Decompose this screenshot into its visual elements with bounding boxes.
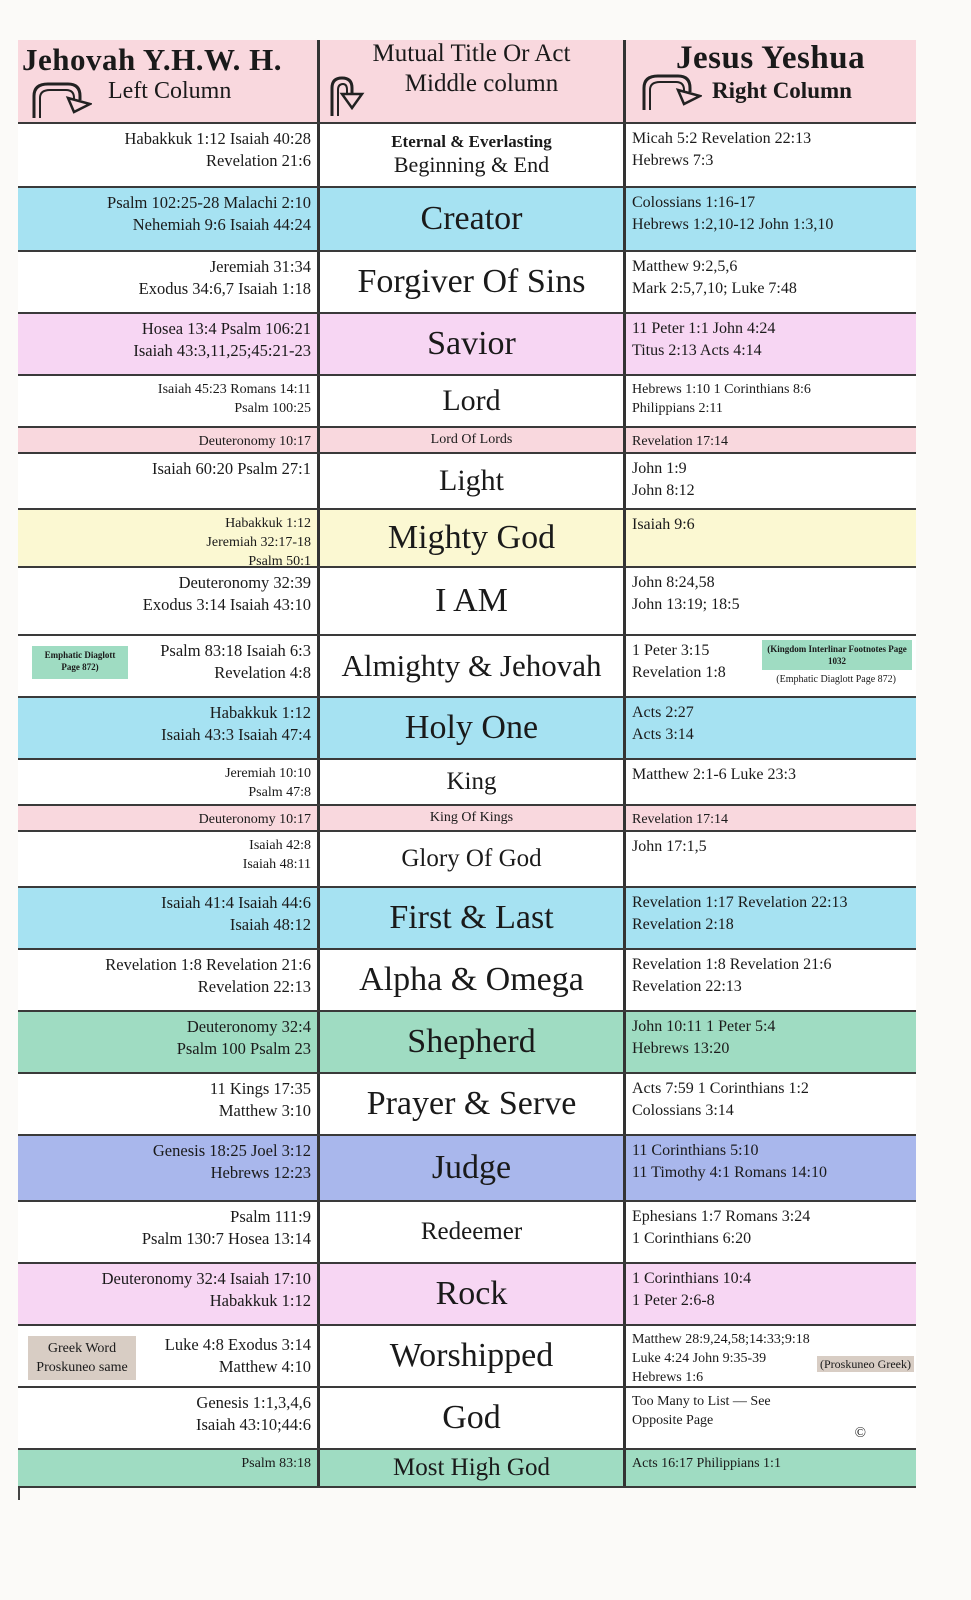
table-row xyxy=(18,1264,916,1326)
shared-title: King Of Kings xyxy=(429,809,514,825)
right-refs xyxy=(632,764,912,786)
scripture-ref: Ephesians 1:7 Romans 3:24 xyxy=(632,1208,811,1225)
title-cell xyxy=(320,376,626,426)
left-refs xyxy=(24,572,311,616)
scripture-ref: Psalm 100:25 xyxy=(234,401,311,416)
header-middle xyxy=(320,40,626,122)
scripture-ref: Acts 16:17 Philippians 1:1 xyxy=(632,1456,781,1471)
scripture-ref: Isaiah 9:6 xyxy=(632,516,695,533)
scripture-ref: Revelation 1:8 Revelation 21:6 xyxy=(632,956,832,973)
left-refs xyxy=(24,432,311,451)
scripture-ref: Isaiah 48:11 xyxy=(242,857,311,872)
scripture-ref: Psalm 130:7 Hosea 13:14 xyxy=(141,1229,311,1248)
header-right-title: Jesus Yeshua xyxy=(676,40,866,76)
right-refs xyxy=(632,458,912,502)
table-row xyxy=(18,950,916,1012)
title-line-1: Eternal & Everlasting xyxy=(391,132,552,151)
scripture-ref: 11 Kings 17:35 xyxy=(209,1079,311,1098)
scripture-ref: 11 Corinthians 5:10 xyxy=(632,1142,759,1159)
title-cell xyxy=(320,124,626,186)
table-row xyxy=(18,428,916,454)
table-row xyxy=(18,1202,916,1264)
scripture-ref: Too Many to List — See xyxy=(632,1394,771,1409)
right-column-cell xyxy=(626,1326,916,1386)
title-cell xyxy=(320,428,626,452)
scripture-ref: Revelation 1:8 Revelation 21:6 xyxy=(105,955,311,974)
title-cell xyxy=(320,760,626,804)
left-refs xyxy=(24,1078,311,1122)
curved-arrow-icon xyxy=(640,72,702,112)
left-column-cell xyxy=(18,428,320,452)
shared-title: First & Last xyxy=(389,899,554,937)
right-column-cell xyxy=(626,1074,916,1134)
scripture-ref: Hebrews 13:20 xyxy=(632,1040,730,1057)
table-row xyxy=(18,188,916,252)
left-column-cell xyxy=(18,950,320,1010)
right-refs xyxy=(632,1016,912,1060)
scripture-ref: Deuteronomy 10:17 xyxy=(198,434,311,449)
header-middle-title: Mutual Title Or Act xyxy=(372,40,571,67)
left-column-cell xyxy=(18,568,320,634)
right-column-cell xyxy=(626,1264,916,1324)
header-left-title: Jehovah Y.H.W. H. xyxy=(22,42,283,77)
title-cell xyxy=(320,454,626,508)
left-column-cell xyxy=(18,1326,320,1386)
scripture-ref: John 8:24,58 xyxy=(632,574,715,591)
scripture-ref: Revelation 4:8 xyxy=(214,663,311,682)
right-refs xyxy=(632,256,912,300)
right-column-cell xyxy=(626,1388,916,1448)
right-refs xyxy=(632,1206,912,1250)
shared-title: Most High God xyxy=(393,1453,550,1481)
title-cell xyxy=(320,510,626,566)
right-column-cell xyxy=(626,636,916,696)
title-cell xyxy=(320,636,626,696)
right-refs xyxy=(632,318,912,362)
scripture-ref: Titus 2:13 Acts 4:14 xyxy=(632,342,762,359)
title-cell xyxy=(320,314,626,374)
scripture-ref: Isaiah 60:20 Psalm 27:1 xyxy=(151,459,311,478)
left-column-cell xyxy=(18,1074,320,1134)
scripture-ref: Deuteronomy 32:4 Isaiah 17:10 xyxy=(101,1269,311,1288)
shared-title: I AM xyxy=(435,582,508,620)
left-column-cell xyxy=(18,188,320,250)
title-cell xyxy=(320,1074,626,1134)
right-refs xyxy=(632,954,912,998)
scripture-ref: Psalm 83:18 Isaiah 6:3 xyxy=(160,641,311,660)
left-refs xyxy=(24,458,311,480)
scripture-ref: Matthew 2:1-6 Luke 23:3 xyxy=(632,766,796,783)
left-refs xyxy=(24,892,311,936)
scripture-ref: Revelation 21:6 xyxy=(206,151,311,170)
scripture-ref: Habakkuk 1:12 Isaiah 40:28 xyxy=(124,129,311,148)
title-cell xyxy=(320,1388,626,1448)
table-row xyxy=(18,314,916,376)
scripture-ref: Hebrews 12:23 xyxy=(210,1163,311,1182)
scripture-ref: Isaiah 48:12 xyxy=(229,915,311,934)
table-row xyxy=(18,1012,916,1074)
shared-title: Holy One xyxy=(404,709,539,747)
left-column-cell xyxy=(18,454,320,508)
right-column-cell xyxy=(626,252,916,312)
scripture-ref: Habakkuk 1:12 xyxy=(225,516,311,531)
title-cell xyxy=(320,698,626,758)
right-refs xyxy=(632,1392,912,1430)
title-line-2: Beginning & End xyxy=(393,152,550,177)
scripture-ref: Revelation 17:14 xyxy=(632,434,729,449)
right-column-cell xyxy=(626,1450,916,1486)
shared-title: Savior xyxy=(427,325,516,363)
right-column-cell xyxy=(626,1012,916,1072)
header-right-sub: Right Column xyxy=(712,78,852,103)
table-row xyxy=(18,698,916,760)
right-column-cell xyxy=(626,1202,916,1262)
left-refs xyxy=(24,128,311,172)
scripture-ref: Psalm 111:9 xyxy=(230,1207,311,1226)
left-note: Greek Word Proskuneo same xyxy=(28,1336,136,1380)
scripture-ref: Hosea 13:4 Psalm 106:21 xyxy=(141,319,311,338)
right-refs xyxy=(632,1454,912,1473)
title-cell xyxy=(320,188,626,250)
scripture-ref: Luke 4:8 Exodus 3:14 xyxy=(164,1335,311,1354)
curved-arrow-icon xyxy=(30,80,92,120)
scripture-ref: Matthew 28:9,24,58;14:33;9:18 xyxy=(632,1332,810,1347)
left-column-cell xyxy=(18,1264,320,1324)
scripture-ref: 1 Corinthians 10:4 xyxy=(632,1270,752,1287)
shared-title: Rock xyxy=(435,1275,508,1313)
scripture-ref: Acts 3:14 xyxy=(632,726,694,743)
table-row xyxy=(18,1326,916,1388)
title-cell xyxy=(320,806,626,830)
table-row xyxy=(18,636,916,698)
scripture-ref: Exodus 34:6,7 Isaiah 1:18 xyxy=(138,279,311,298)
scripture-ref: Isaiah 41:4 Isaiah 44:6 xyxy=(161,893,311,912)
shared-title: Worshipped xyxy=(389,1337,554,1375)
right-refs xyxy=(632,192,912,236)
right-column-cell xyxy=(626,760,916,804)
shared-title: Light xyxy=(439,464,504,498)
title-cell xyxy=(320,832,626,886)
shared-title: King xyxy=(446,767,497,795)
scripture-ref: John 10:11 1 Peter 5:4 xyxy=(632,1018,776,1035)
shared-title: Mighty God xyxy=(387,519,556,557)
right-column-cell xyxy=(626,454,916,508)
scripture-ref: Psalm 50:1 xyxy=(248,554,311,566)
title-cell xyxy=(320,1202,626,1262)
right-refs xyxy=(632,702,912,746)
scripture-ref: Jeremiah 31:34 xyxy=(209,257,311,276)
right-refs xyxy=(632,810,912,829)
left-column-cell xyxy=(18,1136,320,1200)
title-block xyxy=(391,132,552,178)
table-row xyxy=(18,760,916,806)
table-row xyxy=(18,1388,916,1450)
scripture-ref: John 17:1,5 xyxy=(632,838,707,855)
scripture-ref: Psalm 47:8 xyxy=(248,785,311,800)
scripture-ref: Matthew 3:10 xyxy=(218,1101,311,1120)
left-refs xyxy=(24,810,311,829)
left-column-cell xyxy=(18,376,320,426)
right-column-cell xyxy=(626,314,916,374)
left-column-cell xyxy=(18,1202,320,1262)
scripture-ref: Nehemiah 9:6 Isaiah 44:24 xyxy=(132,215,311,234)
right-column-cell xyxy=(626,950,916,1010)
right-column-cell xyxy=(626,188,916,250)
scripture-ref: Hebrews 1:2,10-12 John 1:3,10 xyxy=(632,216,834,233)
title-cell xyxy=(320,1136,626,1200)
right-refs xyxy=(632,1140,912,1184)
scripture-ref: Genesis 18:25 Joel 3:12 xyxy=(152,1141,311,1160)
left-column-cell xyxy=(18,832,320,886)
scripture-ref: Hebrews 1:10 1 Corinthians 8:6 xyxy=(632,382,811,397)
scripture-ref: Deuteronomy 32:39 xyxy=(178,573,311,592)
table-row xyxy=(18,454,916,510)
shared-title: Judge xyxy=(431,1149,512,1187)
table-row xyxy=(18,888,916,950)
right-refs xyxy=(632,1078,912,1122)
left-column-cell xyxy=(18,252,320,312)
scripture-ref: Isaiah 45:23 Romans 14:11 xyxy=(157,382,311,397)
scripture-ref: 11 Peter 1:1 John 4:24 xyxy=(632,320,776,337)
title-cell xyxy=(320,1450,626,1486)
shared-title: Alpha & Omega xyxy=(359,961,584,999)
left-note: Emphatic Diaglott Page 872) xyxy=(32,646,128,679)
title-cell xyxy=(320,950,626,1010)
title-cell xyxy=(320,1264,626,1324)
scripture-ref: Isaiah 43:3,11,25;45:21-23 xyxy=(133,341,311,360)
table-row xyxy=(18,376,916,428)
left-column-cell xyxy=(18,124,320,186)
left-refs xyxy=(24,836,311,874)
scripture-ref: Habakkuk 1:12 xyxy=(209,1291,311,1310)
right-column-cell xyxy=(626,568,916,634)
shared-title: Creator xyxy=(420,200,523,238)
left-refs xyxy=(24,1454,311,1473)
table-row xyxy=(18,124,916,188)
table-row xyxy=(18,1074,916,1136)
scripture-ref: Revelation 1:17 Revelation 22:13 xyxy=(632,894,848,911)
title-cell xyxy=(320,1326,626,1386)
scripture-ref: 1 Peter 3:15 xyxy=(632,642,710,659)
scripture-ref: Exodus 3:14 Isaiah 43:10 xyxy=(142,595,311,614)
table-row xyxy=(18,1450,916,1488)
table-row xyxy=(18,832,916,888)
table-row xyxy=(18,510,916,568)
left-refs xyxy=(24,256,311,300)
right-refs xyxy=(632,572,912,616)
right-column-cell xyxy=(626,376,916,426)
scripture-ref: John 8:12 xyxy=(632,482,695,499)
title-cell xyxy=(320,1012,626,1072)
scripture-ref: Revelation 22:13 xyxy=(197,977,311,996)
scripture-ref: Matthew 4:10 xyxy=(218,1357,311,1376)
scripture-ref: Mark 2:5,7,10; Luke 7:48 xyxy=(632,280,797,297)
left-refs xyxy=(24,1016,311,1060)
left-refs xyxy=(24,954,311,998)
scripture-ref: Psalm 83:18 xyxy=(241,1456,311,1471)
right-refs xyxy=(632,380,912,418)
scripture-ref: Revelation 2:18 xyxy=(632,916,734,933)
right-column-cell xyxy=(626,124,916,186)
right-refs xyxy=(632,836,912,858)
scripture-ref: Isaiah 43:10;44:6 xyxy=(195,1415,311,1434)
scripture-ref: Revelation 22:13 xyxy=(632,978,742,995)
right-column-cell xyxy=(626,510,916,566)
left-column-cell xyxy=(18,888,320,948)
title-cell xyxy=(320,568,626,634)
right-column-cell xyxy=(626,888,916,948)
scripture-ref: John 1:9 xyxy=(632,460,687,477)
left-refs xyxy=(24,514,311,566)
scripture-ref: 1 Peter 2:6-8 xyxy=(632,1292,715,1309)
scripture-ref: Micah 5:2 Revelation 22:13 xyxy=(632,130,812,147)
right-note: (Kingdom Interlinar Footnotes Page 1032 xyxy=(762,640,912,670)
scripture-ref: Isaiah 42:8 xyxy=(249,838,311,853)
left-refs xyxy=(24,192,311,236)
scripture-ref: Habakkuk 1:12 xyxy=(209,703,311,722)
scripture-ref: Revelation 17:14 xyxy=(632,812,729,827)
scripture-ref: Deuteronomy 32:4 xyxy=(186,1017,311,1036)
table-row xyxy=(18,252,916,314)
right-note: (Proskuneo Greek) xyxy=(817,1356,914,1372)
copyright-icon: © xyxy=(854,1425,866,1441)
scripture-ref: 11 Timothy 4:1 Romans 14:10 xyxy=(632,1164,827,1181)
left-column-cell xyxy=(18,636,320,696)
scripture-ref: Genesis 1:1,3,4,6 xyxy=(196,1393,311,1412)
scripture-ref: 1 Corinthians 6:20 xyxy=(632,1230,752,1247)
scripture-ref: John 13:19; 18:5 xyxy=(632,596,740,613)
scripture-ref: Acts 2:27 xyxy=(632,704,694,721)
right-note-secondary: (Emphatic Diaglott Page 872) xyxy=(776,674,896,685)
scripture-ref: Revelation 1:8 xyxy=(632,664,726,681)
left-column-cell xyxy=(18,698,320,758)
shared-title: Lord Of Lords xyxy=(430,431,513,447)
shared-title: Redeemer xyxy=(420,1217,523,1245)
left-column-cell xyxy=(18,760,320,804)
left-refs xyxy=(24,764,311,802)
right-column-cell xyxy=(626,832,916,886)
left-column-cell xyxy=(18,1450,320,1486)
scripture-ref: Luke 4:24 John 9:35-39 xyxy=(632,1351,767,1366)
right-refs xyxy=(632,892,912,936)
scripture-ref: Psalm 100 Psalm 23 xyxy=(176,1039,311,1058)
scripture-ref: Psalm 102:25-28 Malachi 2:10 xyxy=(107,193,311,212)
left-refs xyxy=(24,318,311,362)
table-row xyxy=(18,568,916,636)
right-refs xyxy=(632,514,912,536)
table-row xyxy=(18,1136,916,1202)
scripture-ref: Deuteronomy 10:17 xyxy=(198,812,311,827)
shared-title: Lord xyxy=(442,384,501,418)
left-refs xyxy=(24,702,311,746)
title-cell xyxy=(320,888,626,948)
title-cell xyxy=(320,252,626,312)
scripture-ref: Jeremiah 10:10 xyxy=(225,766,311,781)
header-row xyxy=(18,40,916,124)
right-refs xyxy=(632,432,912,451)
shared-title: Almighty & Jehovah xyxy=(341,647,602,683)
shared-title: Forgiver Of Sins xyxy=(357,263,586,301)
scripture-ref: Colossians 3:14 xyxy=(632,1102,734,1119)
right-column-cell xyxy=(626,698,916,758)
right-column-cell xyxy=(626,1136,916,1200)
left-refs xyxy=(24,1268,311,1312)
table-row xyxy=(18,806,916,832)
left-column-cell xyxy=(18,806,320,830)
scripture-ref: Colossians 1:16-17 xyxy=(632,194,756,211)
scripture-ref: Jeremiah 32:17-18 xyxy=(206,535,311,550)
shared-title: Prayer & Serve xyxy=(366,1085,577,1123)
header-middle-sub: Middle column xyxy=(404,70,559,97)
scripture-ref: Philippians 2:11 xyxy=(632,401,723,416)
scripture-ref: Hebrews 7:3 xyxy=(632,152,714,169)
shared-title: Glory Of God xyxy=(401,844,542,872)
header-left xyxy=(18,40,320,122)
header-right xyxy=(626,40,916,122)
right-column-cell xyxy=(626,806,916,830)
shared-title: Shepherd xyxy=(407,1023,536,1061)
scripture-ref: Isaiah 43:3 Isaiah 47:4 xyxy=(161,725,311,744)
scripture-ref: Acts 7:59 1 Corinthians 1:2 xyxy=(632,1080,809,1097)
left-refs xyxy=(24,380,311,418)
right-refs xyxy=(632,1268,912,1312)
left-column-cell xyxy=(18,1012,320,1072)
shared-title: God xyxy=(442,1399,501,1437)
left-refs xyxy=(24,1206,311,1250)
left-refs xyxy=(24,1140,311,1184)
right-column-cell xyxy=(626,428,916,452)
left-column-cell xyxy=(18,314,320,374)
left-column-cell xyxy=(18,1388,320,1448)
header-left-sub: Left Column xyxy=(108,78,232,104)
left-column-cell xyxy=(18,510,320,566)
right-refs xyxy=(632,128,912,172)
scripture-ref: Matthew 9:2,5,6 xyxy=(632,258,738,275)
left-refs xyxy=(24,1392,311,1436)
scripture-ref: Hebrews 1:6 xyxy=(632,1370,704,1385)
scripture-ref: Opposite Page xyxy=(632,1413,714,1428)
